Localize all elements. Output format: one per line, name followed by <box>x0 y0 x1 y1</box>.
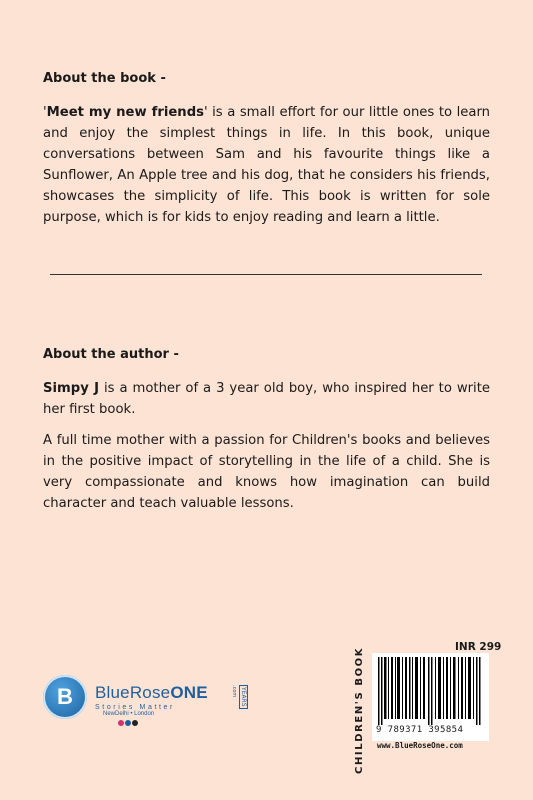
publisher-name <box>95 683 208 703</box>
isbn-barcode <box>372 653 489 741</box>
about-author-heading: About the author - <box>43 347 179 362</box>
author-intro-paragraph <box>43 378 490 420</box>
publisher-logo-icon: B <box>43 675 87 719</box>
publisher-locations: NewDelhi • London <box>103 711 155 717</box>
publisher-name-part2: ONE <box>170 683 208 702</box>
publisher-domain-suffix: .com <box>231 685 237 698</box>
book-category: CHILDREN'S BOOK <box>354 646 365 774</box>
author-name: Simpy J <box>43 381 100 396</box>
isbn-number: 9 789371 395854 <box>376 725 464 735</box>
about-book-heading: About the book - <box>43 71 166 86</box>
section-divider <box>50 274 482 275</box>
publisher-years-badge: YEARS <box>240 687 247 707</box>
publisher-logo-text <box>95 683 247 711</box>
social-icons <box>118 720 138 726</box>
author-bio-1: is a mother of a 3 year old boy, who inspired her to write her first book. <box>43 381 490 417</box>
about-book-paragraph <box>43 102 490 228</box>
author-bio-paragraph: A full time mother with a passion for Children's books and believes in the positive impact of storytelling in the life of a child. She is very compassionate and knows how imagination can build character and teach valuable lessons. <box>43 433 490 511</box>
instagram-icon <box>118 720 124 726</box>
facebook-icon <box>125 720 131 726</box>
barcode-icon <box>378 657 483 725</box>
publisher-tagline: Stories Matter <box>95 704 175 711</box>
book-price: INR 299 <box>455 641 502 653</box>
x-icon <box>132 720 138 726</box>
book-title: Meet my new friends <box>46 105 204 120</box>
publisher-website: www.BlueRoseOne.com <box>377 741 463 750</box>
title-quote: ' <box>43 105 47 120</box>
publisher-name-part1: BlueRose <box>95 683 171 702</box>
about-book-body: ' is a small effort for our little ones to learn and enjoy the simplest things in life. In this book, unique conversations between Sam and his favourite things like a Sunflower, An Apple tree and his dog, that he considers his friends, showcases the simplicity of life. This book is written for sole purpose, which is for kids to enjoy reading and learn a little. <box>43 105 490 225</box>
